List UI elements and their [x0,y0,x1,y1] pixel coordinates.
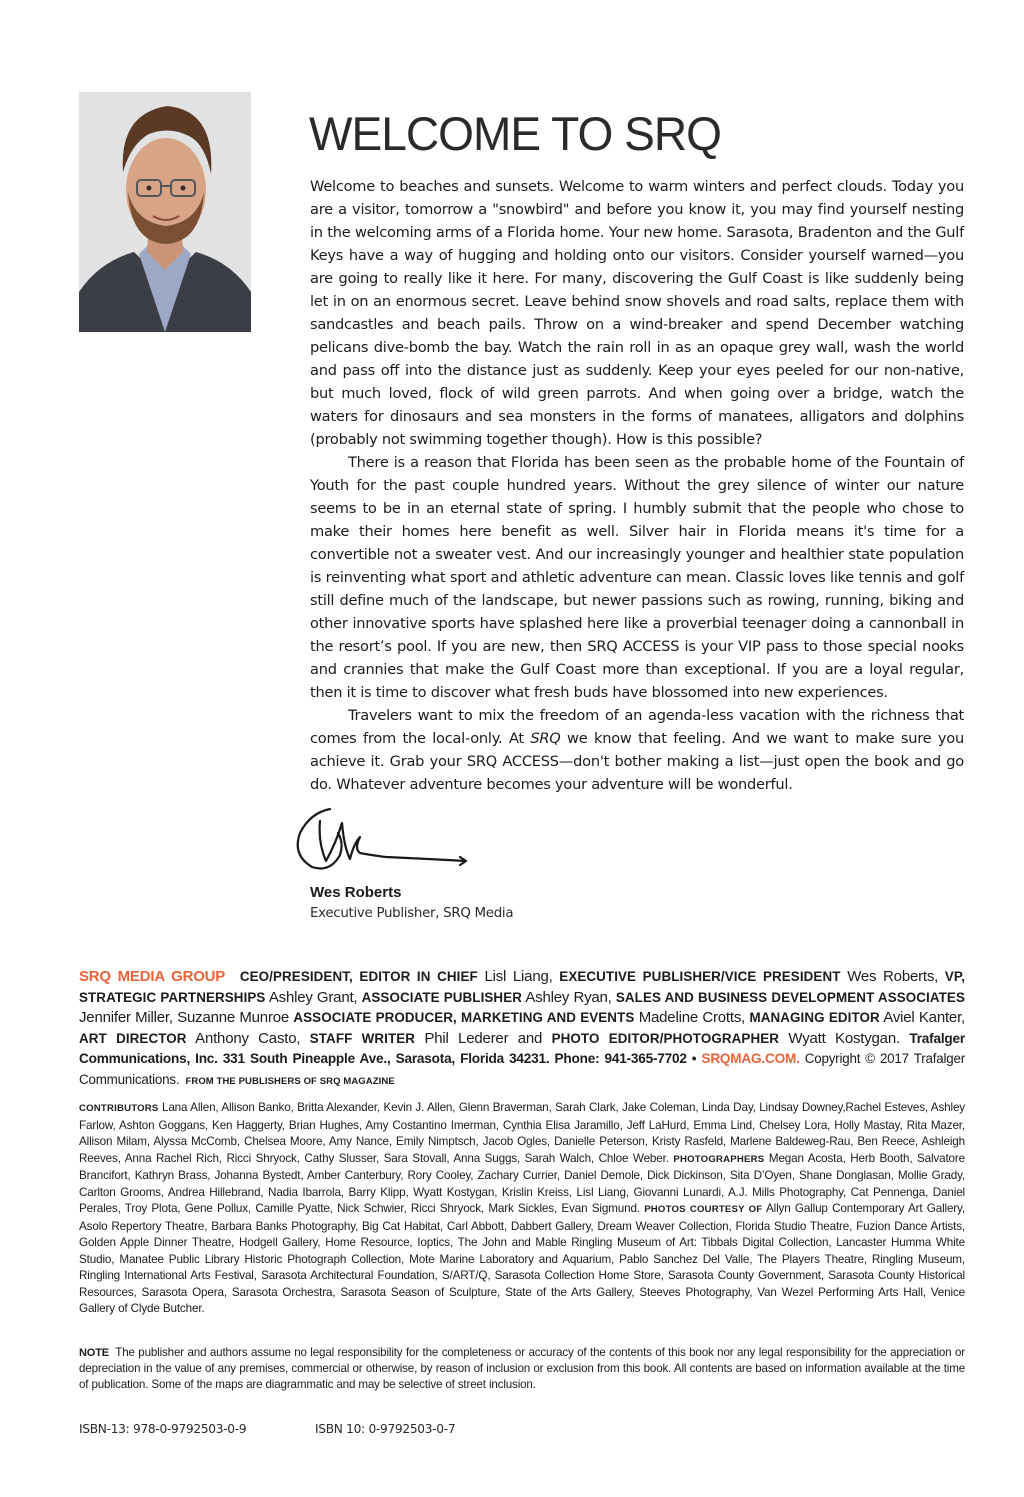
role-label: VP, STRATEGIC PARTNERSHIPS [79,969,966,1005]
staff-name: Lisl Liang, [477,968,560,985]
letter-paragraph [310,704,964,796]
note-text: The publisher and authors assume no legal responsibility for the completeness or accuracy of the contents of this book nor any legal responsibility for the appreciation or depreciation in the value of any premises, commercial or otherwise, by reason of inclusion or exclusion from this book. All contents are based on information available at the time of publication. Some of the maps are diagrammatic and may be selective of street inclusion. [79,1346,965,1391]
isbn-13: ISBN-13: 978-0-9792503-0-9 [79,1422,247,1436]
publisher-tagline: FROM THE PUBLISHERS OF SRQ MAGAZINE [185,1075,395,1087]
page-title: WELCOME TO SRQ [309,107,721,160]
letter-paragraph: There is a reason that Florida has been seen as the probable home of the Fountain of Youth for the past couple hundred years. Without the grey silence of winter our nature seems to be in an eternal state of spring. I humbly submit that the people who chose to make their homes here benefit as well. Silver hair in Florida means it's time for a convertible not a sweater vest. And our increasingly younger and healthier state population is reinventing what sport and athletic adventure can mean. Classic loves like tennis and golf still define much of the landscape, but newer passions such as rowing, running, biking and other innovative sports have splashed here like a proverbial teenager doing a cannonball in the resort’s pool. If you are new, then SRQ ACCESS is your VIP pass to those special nooks and crannies that make the Gulf Coast more than exceptional. If you are a loyal regular, then it is time to discover what fresh buds have blossomed into new experiences. [310,454,964,701]
role-label: SALES AND BUSINESS DEVELOPMENT ASSOCIATES [615,989,965,1005]
staff-name: Wyatt Kostygan. [779,1029,910,1047]
brand-name: SRQ MEDIA GROUP [79,968,226,985]
photographers-label: PHOTOGRAPHERS [673,1153,765,1165]
contributors-label: CONTRIBUTORS [79,1103,159,1114]
courtesy-label: PHOTOS COURTESY OF [644,1204,763,1215]
staff-name: Wes Roberts, [840,968,945,985]
website-link[interactable]: SRQMAG.COM. [701,1051,800,1066]
letter-paragraph: Welcome to beaches and sunsets. Welcome to warm winters and perfect clouds. Today you are a visitor, tomorrow a "snowbird" and before you know it, you may find yourself nesting in the welcoming arms of a Florida home. Your new home. Sarasota, Bradenton and the Gulf Keys have a way of hugging and holding onto our visitors. Consider yourself warned—you are going to really like it here. For many, discovering the Gulf Coast is like suddenly being let in on an enormous secret. Leave behind snow shovels and road salts, replace them with sandcastles and beach pails. Throw on a wind-breaker and spend December watching pelicans dive-bomb the bay. Watch the rain roll in as an opaque grey wall, wash the world and pass off into the distance just as suddenly. Keep your eyes peeled for our non-native, but much loved, flock of wild green parrots. And when going over a bridge, watch the waters for dinosaurs and sea monsters in the forms of manatees, alligators and dolphins (probably not swimming together though). How is this possible? [310,178,964,448]
note-label: NOTE [79,1347,109,1359]
staff-name: Jennifer Miller, Suzanne Munroe [79,1009,294,1026]
letter-text: Travelers want to mix the freedom of an agenda-less vacation with the richness that comes from the local-only. At [310,707,964,747]
role-label: ASSOCIATE PRODUCER, MARKETING AND EVENTS [293,1010,635,1025]
letter-text: we know that feeling. And we want to make sure you achieve it. Grab your SRQ ACCESS—don't bother making a list—just open the book and go do. Whatever adventure becomes your adventure will be wonderful. [310,730,964,793]
courtesy-list: Allyn Gallup Contemporary Art Gallery, Asolo Repertory Theatre, Barbara Banks Photography, Big Cat Habitat, Carl Abbott, Dabbert Gallery, Dream Weaver Collection, Florida Studio Theatre, Fuzion Dance Artists, Golden Apple Dinner Theatre, Hodgell Gallery, Home Resource, Ioptics, The John and Mable Ringling Museum of Art: Tibbals Digital Collection, Lancaster Humma White Studio, Manatee Public Library Historic Photograph Collection, Mote Marine Laboratory and Aquarium, Pablo Sanchez Del Valle, The Players Theatre, Ringling Museum, Ringling International Arts Festival, Sarasota Architectural Foundation, S/ART/Q, Sarasota Collection Home Store, Sarasota County Government, Sarasota County Historical Resources, Sarasota Opera, Sarasota Orchestra, Sarasota Season of Sculpture, State of the Arts Gallery, Steeves Photography, Van Wezel Performing Arts Hall, Venice Gallery of Clyde Butcher. [79,1202,965,1315]
srq-emphasis: SRQ [530,730,561,747]
role-label: ART DIRECTOR [79,1030,187,1046]
welcome-letter [310,175,964,796]
role-label: EXECUTIVE PUBLISHER/VICE PRESIDENT [559,969,841,984]
author-photo [79,92,251,332]
copyright: Copyright © 2017 Trafalger Communications. [79,1051,965,1087]
masthead [79,967,965,1092]
role-label: CEO/PRESIDENT, EDITOR IN CHIEF [239,969,478,984]
staff-name: Phil Lederer and [415,1029,552,1047]
staff-name: Madeline Crotts, [634,1009,750,1026]
signature-title: Executive Publisher, SRQ Media [310,906,514,921]
signature-name: Wes Roberts [310,884,402,901]
contributors-list: Lana Allen, Allison Banko, Britta Alexander, Kevin J. Allen, Glenn Braverman, Sarah Clark, Jake Coleman, Linda Day, Lindsay Downey,Rachel Esteves, Ashley Farlow, Ashton Goggans, Ken Haggerty, Brian Hughes, Amy Costantino Imerman, Cynthia Elisa Jaramillo, Jeff LaHurd, Emma Lind, Chelsey Lora, Holly Mastay, Rita Mazer, Allison Milam, Alyssa McComb, Chelsea Moore, Amy Nance, Emily Nimptsch, Jacob Ogles, Danielle Peterson, Kristy Rasfeld, Marlene Baldeweg-Rau, Ben Reece, Ashleigh Reeves, Anna Rachel Rich, Ricci Shryock, Cathy Slusser, Sara Stovall, Anna Suggs, Sarah Walch, Chloe Weber. [79,1101,965,1165]
staff-name: Anthony Casto, [186,1029,310,1047]
portrait-image [79,92,251,332]
staff-name: Ashley Ryan, [522,988,616,1006]
photographers-list: Megan Acosta, Herb Booth, Salvatore Brancifort, Kathryn Brass, Johanna Bystedt, Amber Canterbury, Rory Cooley, Zachary Currier, Daniel Demole, Dick Dickinson, Sita D’Oyen, Shane Donglasan, Mollie Grady, Carlton Grooms, Andrea Hillebrand, Nadia Ibarrola, Barry Klipp, Wyatt Kostygan, Krislin Kreiss, Lisl Liang, Giovanni Lunardi, A.J. Mills Photography, Cat Pennenga, Daniel Perales, Troy Plota, Gene Pollux, Camille Pyatte, Nick Schwier, Ricci Shryock, Mark Sickles, Evan Sigmund. [79,1151,966,1215]
role-label: STAFF WRITER [309,1030,416,1046]
staff-name: Aviel Kanter, [879,1009,966,1026]
isbn-10: ISBN 10: 0-9792503-0-7 [315,1422,456,1436]
staff-name: Ashley Grant, [265,988,362,1006]
role-label: ASSOCIATE PUBLISHER [361,989,523,1005]
signature-image [290,803,480,881]
role-label: PHOTO EDITOR/PHOTOGRAPHER [551,1030,780,1046]
role-label: MANAGING EDITOR [749,1010,880,1025]
credits [79,1100,965,1318]
company-address: Trafalger Communications, Inc. 331 South Pineapple Ave., Sarasota, Florida 34231. Phone: 941-365-7702 • [79,1030,965,1066]
legal-note [79,1345,965,1393]
